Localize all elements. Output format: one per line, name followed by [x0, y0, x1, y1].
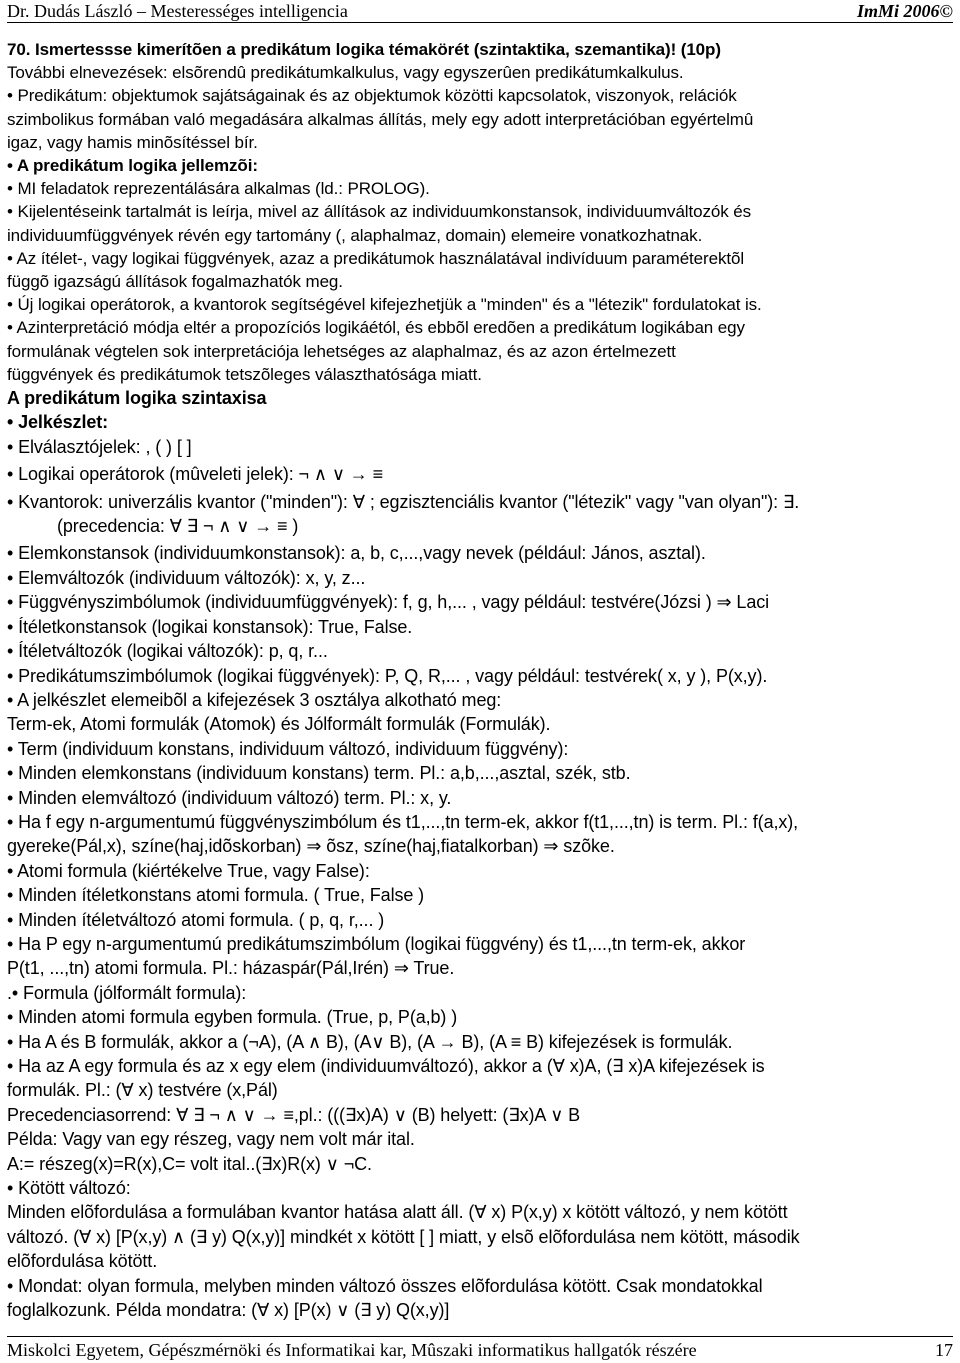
- text-line: • Minden atomi formula egyben formula. (True, p, P(a,b) ): [7, 1007, 458, 1028]
- text-line: A:= részeg(x)=R(x),C= volt ital..(∃x)R(x) ∨ ¬C.: [7, 1153, 372, 1174]
- text-line: • Új logikai operátorok, a kvantorok segítségével kifejezhetjük a "minden" és a "létezik" fordulatokat is.: [7, 295, 762, 315]
- text-line: • Azinterpretáció módja eltér a propozíciós logikáétól, és ebbõl eredõen a predikátum logikában egy: [7, 318, 745, 338]
- text-line: .• Formula (jólformált formula):: [7, 982, 247, 1003]
- text-line: • Atomi formula (kiértékelve True, vagy False):: [7, 860, 370, 881]
- footer-institution: Miskolci Egyetem, Gépészmérnöki és Informatikai kar, Mûszaki informatikus hallgatók részére: [7, 1340, 697, 1360]
- question-title: 70. Ismertessse kimerítõen a predikátum logika témakörét (szintaktika, szemantika)! (10p): [7, 40, 721, 59]
- text-line: További elnevezések: elsõrendû predikátumkalkulus, vagy egyszerûen predikátumkalkulus.: [7, 63, 684, 83]
- text-line: • Kötött változó:: [7, 1178, 131, 1199]
- text-line: • Ítéletváltozók (logikai változók): p, q, r...: [7, 641, 328, 662]
- text-line: • Ha az A egy formula és az x egy elem (individuumváltozó), akkor a (∀ x)A, (∃ x)A kifejezések is: [7, 1056, 765, 1077]
- text-line: • Ha f egy n-argumentumú függvényszimbólum és t1,...,tn term-ek, akkor f(t1,...,tn) is term. Pl.: f(a,x),: [7, 811, 799, 832]
- text-line: szimbolikus formában való megadására alkalmas állítás, mely egy adott interpretációban egyértelmû: [7, 109, 754, 129]
- page-footer: [7, 1336, 953, 1361]
- text-line: formulák. Pl.: (∀ x) testvére (x,Pál): [7, 1080, 278, 1101]
- header-course-code: ImMi 2006©: [857, 1, 953, 21]
- text-line: • Predikátumszimbólumok (logikai függvények): P, Q, R,... , vagy például: testvérek( x, y ), P(x,y).: [7, 665, 768, 686]
- text-line: • Kijelentéseink tartalmát is leírja, mivel az állítások az individuumkonstansok, individuumváltozók és: [7, 202, 751, 222]
- text-line: • A predikátum logika jellemzõi:: [7, 156, 258, 176]
- text-line: individuumfüggvények révén egy tartomány (, alaphalmaz, domain) elemeire vonatkozhatnak.: [7, 225, 703, 245]
- text-line: Precedenciasorrend: ∀ ∃ ¬ ∧ ∨ → ≡,pl.: (((∃x)A) ∨ (B) helyett: (∃x)A ∨ B: [7, 1104, 581, 1125]
- page-header: [7, 0, 953, 23]
- text-line: • Mondat: olyan formula, melyben minden változó összes elõfordulása kötött. Csak mondatokkal: [7, 1275, 763, 1296]
- text-line: • Ha P egy n-argumentumú predikátumszimbólum (logikai függvény) és t1,...,tn term-ek, akkor: [7, 933, 746, 954]
- text-line: • Term (individuum konstans, individuum változó, individuum függvény):: [7, 738, 569, 759]
- text-line: (precedencia: ∀ ∃ ¬ ∧ ∨ → ≡ ): [57, 516, 299, 537]
- text-line: • Minden ítéletváltozó atomi formula. ( p, q, r,... ): [7, 909, 385, 930]
- text-line: P(t1, ...,tn) atomi formula. Pl.: házaspár(Pál,Irén) ⇒ True.: [7, 958, 455, 979]
- text-line: Term-ek, Atomi formulák (Atomok) és Jólformált formulák (Formulák).: [7, 714, 551, 735]
- section-heading: A predikátum logika szintaxisa: [7, 388, 267, 409]
- text-line: változó. (∀ x) [P(x,y) ∧ (∃ y) Q(x,y)] mindkét x kötött [ ] miatt, y elsõ elõfordulása nem kötött, második: [7, 1226, 800, 1247]
- text-line: formulának végtelen sok interpretációja lehetséges az alaphalmaz, és az azon értelmezett: [7, 341, 676, 361]
- text-line: • Jelkészlet:: [7, 412, 109, 433]
- text-line: • Predikátum: objektumok sajátságainak és az objektumok közötti kapcsolatok, viszonyok, relációk: [7, 86, 737, 106]
- text-line: gyereke(Pál,x), színe(haj,idõskorban) ⇒ õsz, színe(haj,fiatalkorban) ⇒ szõke.: [7, 836, 615, 857]
- text-line: • Az ítélet-, vagy logikai függvények, azaz a predikátumok használatával indivíduum paraméterektõl: [7, 248, 744, 268]
- text-line: foglalkozunk. Példa mondatra: (∀ x) [P(x) ∨ (∃ y) Q(x,y)]: [7, 1300, 450, 1321]
- text-line: Példa: Vagy van egy részeg, vagy nem volt már ital.: [7, 1129, 415, 1150]
- page-number: 17: [935, 1340, 953, 1360]
- text-line: • Kvantorok: univerzális kvantor ("minden"): ∀ ; egzisztenciális kvantor ("létezik" vagy "van olyan"): ∃.: [7, 491, 800, 512]
- text-line: igaz, vagy hamis minõsítéssel bír.: [7, 132, 258, 152]
- document-body: [7, 38, 953, 1322]
- text-line: • MI feladatok reprezentálására alkalmas (ld.: PROLOG).: [7, 179, 430, 199]
- text-line: függvények és predikátumok tetszõleges választhatósága miatt.: [7, 364, 482, 384]
- text-line: elõfordulása kötött.: [7, 1251, 158, 1272]
- text-line: • Ha A és B formulák, akkor a (¬A), (A ∧ B), (A∨ B), (A → B), (A ≡ B) kifejezések is formulák.: [7, 1031, 733, 1052]
- text-line: • Minden ítéletkonstans atomi formula. ( True, False ): [7, 885, 425, 906]
- text-line: • Elemváltozók (individuum változók): x, y, z...: [7, 567, 366, 588]
- text-line: Minden elõfordulása a formulában kvantor hatása alatt áll. (∀ x) P(x,y) x kötött változó, y nem kötött: [7, 1202, 788, 1223]
- text-line: • Elemkonstansok (individuumkonstansok): a, b, c,...,vagy nevek (például: János, asztal).: [7, 543, 706, 564]
- text-line: függõ igazságú állítások fogalmazhatók meg.: [7, 272, 343, 292]
- text-line: • Ítéletkonstansok (logikai konstansok): True, False.: [7, 616, 413, 637]
- text-line: • Minden elemkonstans (individuum konstans) term. Pl.: a,b,...,asztal, szék, stb.: [7, 763, 631, 784]
- text-line: • Függvényszimbólumok (individuumfüggvények): f, g, h,... , vagy például: testvére(Józsi ) ⇒ Laci: [7, 592, 770, 613]
- text-line: • Minden elemváltozó (individuum változó) term. Pl.: x, y.: [7, 787, 452, 808]
- text-line: • A jelkészlet elemeibõl a kifejezések 3 osztálya alkotható meg:: [7, 689, 502, 710]
- text-line: • Logikai operátorok (mûveleti jelek): ¬ ∧ ∨ → ≡: [7, 464, 384, 485]
- header-title: Dr. Dudás László – Mesterességes intelligencia: [7, 1, 348, 21]
- text-line: • Elválasztójelek: , ( ) [ ]: [7, 436, 192, 457]
